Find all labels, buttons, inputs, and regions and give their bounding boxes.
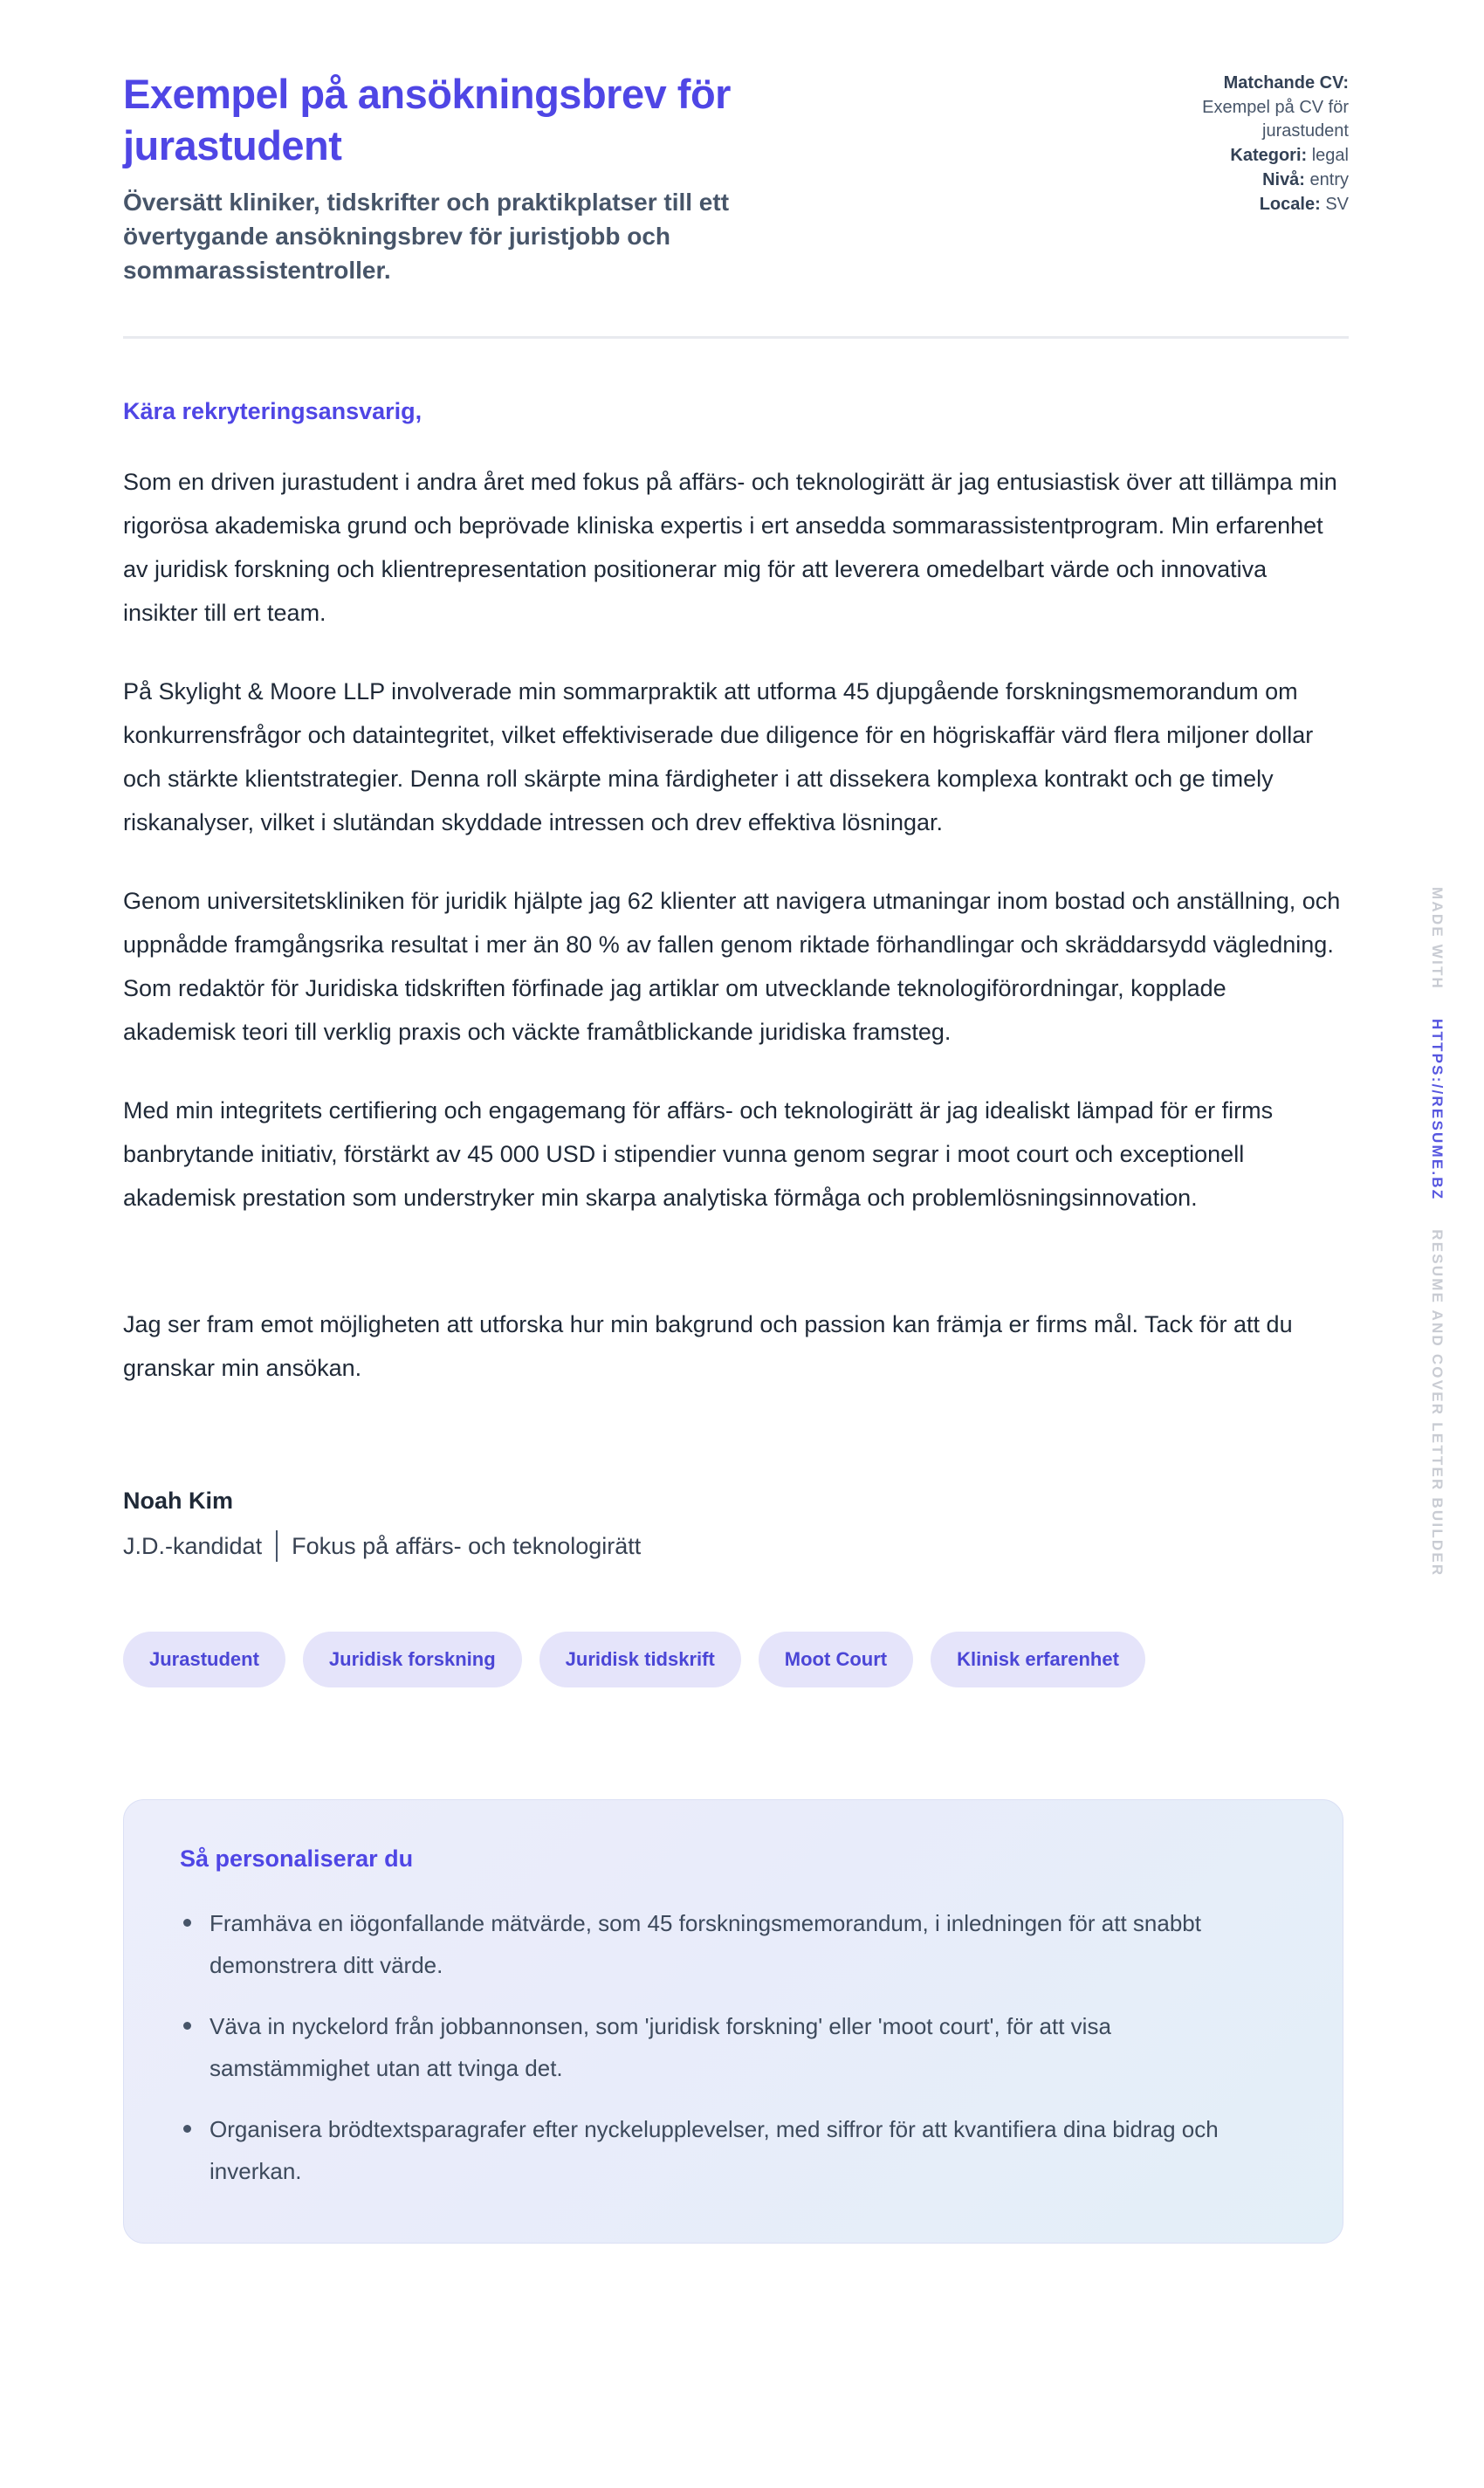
meta-category-label: Kategori: bbox=[1230, 146, 1308, 165]
meta-matching-cv-label: Matchande CV: bbox=[1223, 73, 1349, 93]
tip-item-1: Framhäva en iögonfallande mätvärde, som 45 forskningsmemorandum, i inledningen för att snabbt demonstrera ditt värde. bbox=[180, 1902, 1262, 1986]
letter-paragraph-4: Med min integritets certifiering och engagemang för affärs- och teknologirätt är jag idealiskt lämpad för er firms banbrytande initiativ, förstärkt av 45 000 USD i stipendier vunna genom segrar i moot court och exceptionell akademisk prestation som understryker min skarpa analytiska förmåga och problemlösningsinnovation. bbox=[123, 1097, 1274, 1211]
letter-paragraph-2: På Skylight & Moore LLP involverade min sommarpraktik att utforma 45 djupgående forskningsmemorandum om konkurrensfrågor och dataintegritet, vilket effektiviserade due diligence för en högriskaffär värd flera miljoner dollar och stärkte klientstrategier. Denna roll skärpte mina färdigheter i att dissekera komplexa kontrakt och ge timely riskanalyser, vilket i slutändan skyddade intressen och drev effektiva lösningar. bbox=[123, 678, 1314, 835]
meta-category-line bbox=[1230, 144, 1349, 168]
page-subtitle: Översätt kliniker, tidskrifter och praktikplatser till ett övertygande ansökningsbrev för juristjobb och sommarassistentroller. bbox=[123, 189, 730, 284]
tip-item-2: Väva in nyckelord från jobbannonsen, som 'juridisk forskning' eller 'moot court', för att visa samstämmighet utan att tvinga det. bbox=[180, 2005, 1262, 2089]
meta-level-value: entry bbox=[1309, 170, 1349, 189]
meta-level-label: Nivå: bbox=[1262, 170, 1305, 189]
signature-role: J.D.-kandidat bbox=[123, 1532, 263, 1559]
meta-panel bbox=[1148, 68, 1349, 217]
tips-list bbox=[180, 1902, 1287, 2192]
meta-matching-cv-value: Exempel på CV för jurastudent bbox=[1202, 98, 1349, 141]
signature-focus: Fokus på affärs- och teknologirätt bbox=[292, 1532, 642, 1559]
tag-jurastudent[interactable]: Jurastudent bbox=[123, 1632, 285, 1687]
letter-paragraph-1: Som en driven jurastudent i andra året med fokus på affärs- och teknologirätt är jag entusiastisk över att tillämpa min rigorösa akademiska grund och beprövade kliniska expertis i ert ansedda sommarassistentprogram. Min erfarenhet av juridisk forskning och klientrepresentation positionerar mig för att leverera omedelbart värde och innovativa insikter till ert team. bbox=[123, 469, 1337, 626]
tag-juridisk-forskning[interactable]: Juridisk forskning bbox=[303, 1632, 522, 1687]
tag-list bbox=[123, 1632, 1349, 1687]
letter-paragraph-3: Genom universitetskliniken för juridik hjälpte jag 62 klienter att navigera utmaningar inom bostad och anställning, och uppnådde framgångsrika resultat i mer än 80 % av fallen genom riktade förhandlingar och skräddarsydd vägledning. Som redaktör för Juridiska tidskriften förfinade jag artiklar om utvecklande teknologiförordningar, kopplade akademisk teori till verklig praxis och väckte framåtblickande juridiska framsteg. bbox=[123, 888, 1341, 1045]
signature-role-line bbox=[123, 1530, 1349, 1562]
meta-category-value: legal bbox=[1311, 146, 1349, 165]
meta-level-line bbox=[1262, 168, 1349, 192]
meta-locale-value: SV bbox=[1325, 195, 1349, 214]
tag-moot-court[interactable]: Moot Court bbox=[759, 1632, 913, 1687]
tag-juridisk-tidskrift[interactable]: Juridisk tidskrift bbox=[539, 1632, 741, 1687]
meta-locale-line bbox=[1260, 193, 1349, 216]
watermark-prefix: MADE WITH bbox=[1429, 887, 1446, 991]
meta-locale-label: Locale: bbox=[1259, 195, 1321, 214]
header-text-block bbox=[123, 68, 909, 287]
letter-paragraph-closing: Jag ser fram emot möjligheten att utforska hur min bakgrund och passion kan främja er firms mål. Tack för att du granskar min ansökan. bbox=[123, 1311, 1293, 1381]
watermark-suffix: RESUME AND COVER LETTER BUILDER bbox=[1429, 1229, 1446, 1577]
header bbox=[123, 68, 1349, 287]
tip-item-3: Organisera brödtextsparagrafer efter nyckelupplevelser, med siffror för att kvantifiera dina bidrag och inverkan. bbox=[180, 2108, 1262, 2192]
watermark bbox=[1428, 887, 1446, 1577]
signature-name: Noah Kim bbox=[123, 1488, 234, 1514]
header-divider bbox=[123, 336, 1349, 339]
page-title: Exempel på ansökningsbrev för jurastudent bbox=[123, 71, 731, 168]
cover-letter-body bbox=[123, 398, 1349, 2244]
personalization-tips-box bbox=[123, 1799, 1343, 2244]
letter-greeting: Kära rekryteringsansvarig, bbox=[123, 398, 423, 424]
signature-separator bbox=[276, 1530, 278, 1562]
watermark-link[interactable]: HTTPS://RESUME.BZ bbox=[1429, 1018, 1446, 1201]
meta-matching-cv-label-line bbox=[1224, 72, 1349, 95]
tag-klinisk-erfarenhet[interactable]: Klinisk erfarenhet bbox=[931, 1632, 1145, 1687]
tips-heading: Så personaliserar du bbox=[180, 1845, 414, 1872]
